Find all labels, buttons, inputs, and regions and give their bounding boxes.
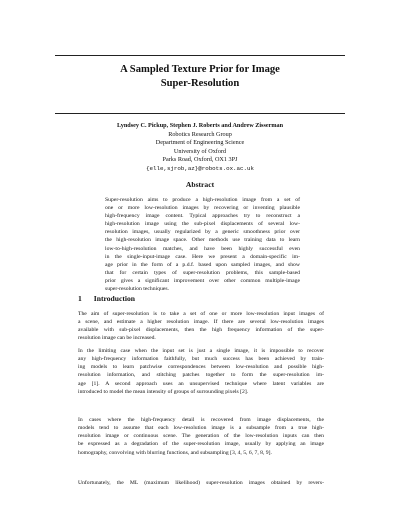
abstract-line: that for certain types of super-resolution problems, this sample-based <box>105 269 300 276</box>
abstract-line: high-resolution image using the sub-pixel displacements of several low- <box>105 221 300 228</box>
body-line: models tend to assume that each low-resolution image is a subsample from a true high- <box>78 425 324 432</box>
author-email: {elle,sjrob,az}@robots.ox.ac.uk <box>146 164 254 172</box>
body-line: any high-frequency information faithfully, but much success has been achieved by train- <box>78 356 324 363</box>
author-department: Department of Engineering Science <box>155 139 245 147</box>
author-names: Lyndsey C. Pickup, Stephen J. Roberts and Andrew Zisserman <box>116 122 284 129</box>
body-line: ing models to learn patchwise correspondences between low-resolution and possible high- <box>78 364 324 371</box>
intro-paragraph-3 <box>78 416 324 457</box>
body-line: available with sub-pixel displacements, then the high frequency information of the super- <box>78 327 324 334</box>
section-title: Introduction <box>93 294 136 303</box>
title-line-1: A Sampled Texture Prior for Image <box>120 64 280 75</box>
abstract-body <box>105 196 300 293</box>
abstract-line: prior gives a significant improvement over other common multiple-image <box>105 277 300 284</box>
body-line: a scene, and estimate a higher resolution image. If there are several low-resolution images <box>78 319 324 326</box>
abstract-line: Super-resolution aims to produce a high-resolution image from a set of <box>105 197 300 203</box>
abstract-line: age prior in the form of a p.d.f. based upon sampled images, and show <box>105 261 300 268</box>
section-number: 1 <box>78 294 82 303</box>
abstract-line: the high-resolution image space. Other methods use training data to learn <box>105 237 300 244</box>
intro-paragraph-4 <box>78 479 324 487</box>
body-line: The aim of super-resolution is to take a set of one or more low-resolution input images of <box>78 311 324 317</box>
author-block <box>55 122 345 174</box>
body-line: age [1]. A second approach uses an unsupervised technique where latent variables are <box>78 380 324 387</box>
abstract-line: in the single-input-image case. Here we present a domain-specific im- <box>105 253 300 260</box>
abstract-heading: Abstract <box>185 180 215 189</box>
author-group: Robotics Research Group <box>168 130 232 138</box>
abstract-line: high-frequency image content. Typical approaches try to reconstruct a <box>105 213 300 220</box>
abstract-line: super-resolution techniques. <box>105 286 170 293</box>
body-line: resolution image can be increased. <box>78 335 156 342</box>
body-line: resolution information, and stitching patches together to form the super-resolution im- <box>78 372 324 379</box>
intro-paragraph-1 <box>78 310 324 343</box>
title-line-2: Super-Resolution <box>160 78 240 89</box>
body-line: Unfortunately, the ML (maximum likelihood) super-resolution images obtained by revers- <box>78 480 324 486</box>
paper-title <box>55 63 345 91</box>
title-rule-bottom <box>55 113 345 114</box>
author-university: University of Oxford <box>173 147 227 155</box>
abstract-line: resolution images, usually regularized by a generic smoothness prior over <box>105 229 300 236</box>
section-heading-introduction <box>78 294 135 303</box>
body-line: introduced to model the mean intensity of groups of surrounding pixels [2]. <box>78 388 249 395</box>
author-address: Parks Road, Oxford, OX1 3PJ <box>162 156 238 164</box>
abstract-line: low-to-high-resolution matches, and have been highly successful even <box>105 245 300 252</box>
intro-paragraph-2 <box>78 347 324 396</box>
abstract-line: one or more low-resolution images by recovering or inventing plausible <box>105 205 300 212</box>
body-line: In the limiting case when the input set is just a single image, it is impossible to recover <box>78 348 324 354</box>
body-line: be expressed as a degradation of the super-resolution image, usually by applying an image <box>78 441 324 448</box>
body-line: In cases where the high-frequency detail is recovered from image displacements, the <box>78 417 324 423</box>
title-rule-top <box>55 55 345 56</box>
body-line: homography, convolving with blurring functions, and subsampling [3, 4, 5, 6, 7, 8, 9]. <box>78 449 272 456</box>
body-line: resolution image or continuous scene. The generation of the low-resolution inputs can then <box>78 433 324 440</box>
